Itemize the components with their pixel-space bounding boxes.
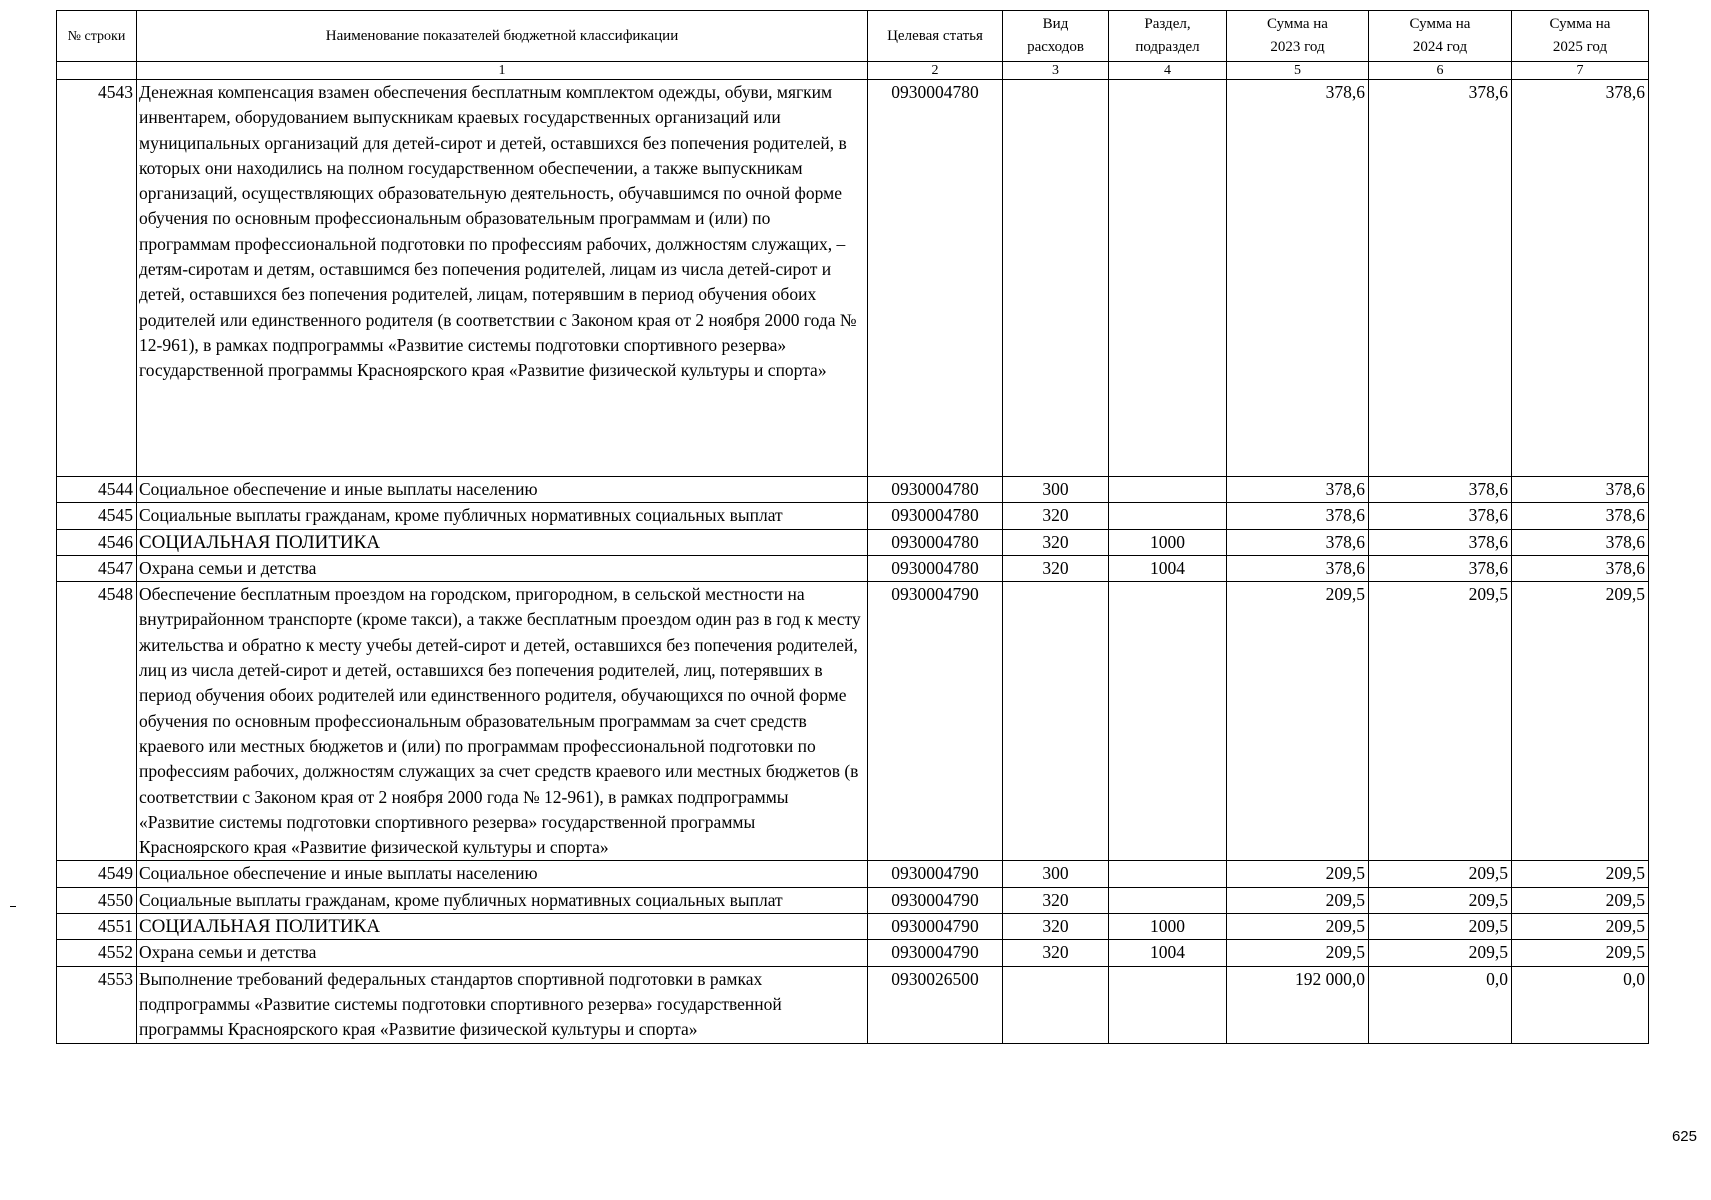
header-row (57, 11, 1649, 62)
row-target-article: 0930004790 (868, 861, 1003, 887)
row-number: 4552 (57, 940, 137, 966)
row-section (1109, 477, 1227, 503)
row-target-article: 0930004780 (868, 503, 1003, 529)
row-sum-2023: 209,5 (1227, 887, 1369, 913)
header-section: Раздел, подраздел (1109, 11, 1227, 62)
row-sum-2025: 378,6 (1512, 80, 1649, 477)
row-expense-type: 320 (1003, 887, 1109, 913)
row-number: 4544 (57, 477, 137, 503)
row-expense-type: 320 (1003, 940, 1109, 966)
header-name: Наименование показателей бюджетной классификации (137, 11, 868, 62)
header-sum-2023: Сумма на 2023 год (1227, 11, 1369, 62)
row-section (1109, 582, 1227, 861)
table-row (57, 887, 1649, 913)
column-number: 1 (137, 62, 868, 80)
row-sum-2023: 209,5 (1227, 940, 1369, 966)
header-sum-2024: Сумма на 2024 год (1369, 11, 1512, 62)
table-row (57, 582, 1649, 861)
row-sum-2023: 209,5 (1227, 861, 1369, 887)
row-sum-2025: 378,6 (1512, 555, 1649, 581)
table-row (57, 529, 1649, 555)
row-expense-type (1003, 966, 1109, 1043)
row-number: 4545 (57, 503, 137, 529)
row-sum-2024: 0,0 (1369, 966, 1512, 1043)
row-name: Социальное обеспечение и иные выплаты населению (137, 861, 868, 887)
budget-table (56, 10, 1649, 1044)
row-sum-2025: 209,5 (1512, 887, 1649, 913)
row-target-article: 0930004790 (868, 940, 1003, 966)
row-name: Социальные выплаты гражданам, кроме публичных нормативных социальных выплат (137, 887, 868, 913)
row-name: Охрана семьи и детства (137, 555, 868, 581)
row-target-article: 0930004780 (868, 477, 1003, 503)
row-sum-2025: 378,6 (1512, 503, 1649, 529)
row-section: 1004 (1109, 555, 1227, 581)
row-expense-type: 320 (1003, 529, 1109, 555)
row-name: Социальное обеспечение и иные выплаты населению (137, 477, 868, 503)
row-expense-type: 300 (1003, 477, 1109, 503)
row-expense-type (1003, 582, 1109, 861)
row-target-article: 0930004780 (868, 80, 1003, 477)
row-target-article: 0930004780 (868, 555, 1003, 581)
column-number: 4 (1109, 62, 1227, 80)
row-sum-2024: 378,6 (1369, 503, 1512, 529)
row-section (1109, 966, 1227, 1043)
page-number: 625 (1671, 1128, 1697, 1145)
row-sum-2023: 378,6 (1227, 503, 1369, 529)
row-name: Выполнение требований федеральных стандартов спортивной подготовки в рамках подпрограммы «Развитие системы подготовки спортивного резерва» государственной программы Красноярского края «Развитие физической культуры и спорта» (137, 966, 868, 1043)
row-name: Социальные выплаты гражданам, кроме публичных нормативных социальных выплат (137, 503, 868, 529)
column-number-row (57, 62, 1649, 80)
row-sum-2025: 378,6 (1512, 477, 1649, 503)
column-number: 5 (1227, 62, 1369, 80)
row-expense-type: 320 (1003, 503, 1109, 529)
row-number: 4547 (57, 555, 137, 581)
row-section (1109, 861, 1227, 887)
row-number: 4549 (57, 861, 137, 887)
row-number: 4550 (57, 887, 137, 913)
row-sum-2025: 209,5 (1512, 940, 1649, 966)
row-name: Денежная компенсация взамен обеспечения бесплатным комплектом одежды, обуви, мягким инвентарем, оборудованием выпускникам краевых государственных организаций или муниципальных организаций для детей-сирот и детей, оставшихся без попечения родителей, в которых они находились на полном государственном обеспечении, а также выпускникам организаций, осуществляющих образовательную деятельность, обучавшимся по очной форме обучения по основным профессиональным образовательным программам и (или) по программам профессиональной подготовки по профессиям рабочих, должностям служащих, – детям-сиротам и детям, оставшимся без попечения родителей, лицам из числа детей-сирот и детей, оставшихся без попечения родителей, лицам, потерявшим в период обучения обоих родителей или единственного родителя (в соответствии с Законом края от 2 ноября 2000 года № 12-961), в рамках подпрограммы «Развитие системы подготовки спортивного резерва» государственной программы Красноярского края «Развитие физической культуры и спорта» (137, 80, 868, 477)
row-section: 1000 (1109, 914, 1227, 940)
row-sum-2025: 209,5 (1512, 582, 1649, 861)
row-number: 4543 (57, 80, 137, 477)
table-row (57, 555, 1649, 581)
column-number: 6 (1369, 62, 1512, 80)
row-sum-2024: 209,5 (1369, 887, 1512, 913)
row-name: Обеспечение бесплатным проездом на городском, пригородном, в сельской местности на внутрирайонном транспорте (кроме такси), а также бесплатным проездом один раз в год к месту жительства и обратно к месту учебы детей-сирот и детей, оставшихся без попечения родителей, лиц из числа детей-сирот и детей, оставшихся без попечения родителей, лиц, потерявших в период обучения обоих родителей или единственного родителя, обучающихся по очной форме обучения по основным профессиональным образовательным программам за счет средств краевого или местных бюджетов и (или) по программам профессиональной подготовки по профессиям рабочих, должностям служащих за счет средств краевого или местных бюджетов (в соответствии с Законом края от 2 ноября 2000 года № 12-961), в рамках подпрограммы «Развитие системы подготовки спортивного резерва» государственной программы Красноярского края «Развитие физической культуры и спорта» (137, 582, 868, 861)
row-name: СОЦИАЛЬНАЯ ПОЛИТИКА (137, 529, 868, 555)
row-section: 1004 (1109, 940, 1227, 966)
column-number: 3 (1003, 62, 1109, 80)
row-target-article: 0930004790 (868, 887, 1003, 913)
row-sum-2023: 378,6 (1227, 555, 1369, 581)
column-number (57, 62, 137, 80)
row-target-article: 0930004780 (868, 529, 1003, 555)
row-sum-2023: 209,5 (1227, 914, 1369, 940)
row-number: 4551 (57, 914, 137, 940)
row-expense-type: 300 (1003, 861, 1109, 887)
row-number: 4548 (57, 582, 137, 861)
header-target-article: Целевая статья (868, 11, 1003, 62)
row-sum-2024: 378,6 (1369, 477, 1512, 503)
scan-mark (10, 906, 16, 907)
row-sum-2025: 0,0 (1512, 966, 1649, 1043)
row-section (1109, 80, 1227, 477)
row-section: 1000 (1109, 529, 1227, 555)
row-sum-2024: 209,5 (1369, 861, 1512, 887)
row-expense-type: 320 (1003, 914, 1109, 940)
row-sum-2024: 378,6 (1369, 555, 1512, 581)
table-row (57, 966, 1649, 1043)
table-row (57, 477, 1649, 503)
table-row (57, 503, 1649, 529)
row-sum-2025: 378,6 (1512, 529, 1649, 555)
row-section (1109, 887, 1227, 913)
column-number: 7 (1512, 62, 1649, 80)
row-section (1109, 503, 1227, 529)
row-sum-2024: 378,6 (1369, 80, 1512, 477)
row-sum-2023: 378,6 (1227, 80, 1369, 477)
row-sum-2024: 209,5 (1369, 940, 1512, 966)
row-name: Охрана семьи и детства (137, 940, 868, 966)
table-row (57, 914, 1649, 940)
row-sum-2023: 209,5 (1227, 582, 1369, 861)
header-sum-2025: Сумма на 2025 год (1512, 11, 1649, 62)
row-sum-2024: 209,5 (1369, 914, 1512, 940)
row-sum-2023: 378,6 (1227, 529, 1369, 555)
row-sum-2024: 378,6 (1369, 529, 1512, 555)
row-name: СОЦИАЛЬНАЯ ПОЛИТИКА (137, 914, 868, 940)
table-row (57, 940, 1649, 966)
table-row (57, 80, 1649, 477)
row-sum-2024: 209,5 (1369, 582, 1512, 861)
header-expense-type: Вид расходов (1003, 11, 1109, 62)
row-number: 4553 (57, 966, 137, 1043)
row-target-article: 0930004790 (868, 582, 1003, 861)
row-sum-2025: 209,5 (1512, 914, 1649, 940)
row-target-article: 0930026500 (868, 966, 1003, 1043)
row-expense-type: 320 (1003, 555, 1109, 581)
row-sum-2025: 209,5 (1512, 861, 1649, 887)
row-expense-type (1003, 80, 1109, 477)
row-target-article: 0930004790 (868, 914, 1003, 940)
header-row-number: № строки (57, 11, 137, 62)
row-sum-2023: 378,6 (1227, 477, 1369, 503)
column-number: 2 (868, 62, 1003, 80)
table-row (57, 861, 1649, 887)
row-sum-2023: 192 000,0 (1227, 966, 1369, 1043)
row-number: 4546 (57, 529, 137, 555)
